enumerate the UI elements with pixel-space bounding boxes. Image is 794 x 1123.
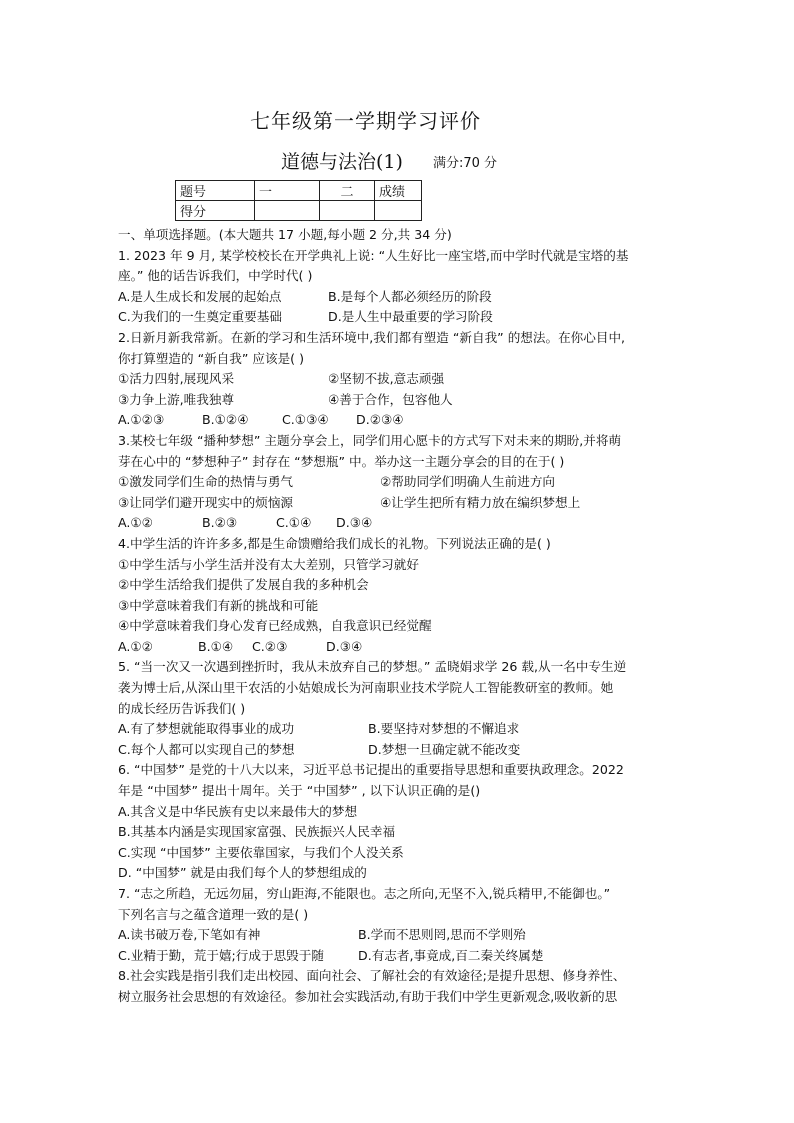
answer-option-b: B.是每个人都必须经历的阶段	[328, 288, 492, 304]
score-cell: 成绩	[375, 181, 422, 201]
answer-row	[118, 740, 684, 761]
answer-option-d: D.②③④	[356, 412, 404, 428]
answer-option-a: A.①②	[118, 515, 153, 531]
question-stem: 你打算塑造的 “新自我” 应该是( )	[118, 350, 305, 366]
statement-row	[118, 472, 684, 493]
answer-option-c: C.①③④	[282, 412, 329, 428]
answer-row	[118, 637, 684, 658]
answer-option-b: B.②③	[202, 515, 238, 531]
answer-option-c: C.每个人都可以实现自己的梦想	[118, 741, 295, 757]
score-table-header-row	[176, 181, 422, 201]
question-stem: 下列名言与之蕴含道理一致的是( )	[118, 906, 309, 922]
score-input-cell[interactable]	[320, 201, 375, 221]
question-stem: 8.社会实践是指引我们走出校园、面向社会、了解社会的有效途径;是提升思想、修身养性、	[118, 968, 626, 984]
question-stem: 3.某校七年级 “播种梦想” 主题分享会上，同学们用心愿卡的方式写下对未来的期盼,并将萌	[118, 432, 622, 448]
question-stem: 6. “中国梦” 是党的十八大以来，习近平总书记提出的重要指导思想和重要执政理念。2022	[118, 762, 624, 778]
question-stem: 7. “志之所趋，无远勿届，穷山距海,不能限也。志之所向,无坚不入,锐兵精甲,不能御也。”	[118, 886, 611, 901]
answer-option-b: B.①②④	[202, 412, 249, 428]
answer-option-d: D.梦想一旦确定就不能改变	[368, 741, 521, 757]
statement-4: ④中学意味着我们身心发育已经成熟，自我意识已经觉醒	[118, 618, 432, 634]
statement-3: ③让同学们避开现实中的烦恼源	[118, 494, 294, 510]
answer-option-a: A.①②	[118, 638, 153, 654]
answer-option-c: C.业精于勤，荒于嬉;行成于思毁于随	[118, 947, 324, 963]
statement-2: ②帮助同学们明确人生前进方向	[380, 474, 556, 490]
section-heading: 一、单项选择题。(本大题共 17 小题,每小题 2 分,共 34 分)	[118, 227, 452, 242]
question-stem: 座。” 他的话告诉我们，中学时代( )	[118, 268, 313, 284]
score-table-score-row	[176, 201, 422, 221]
score-cell: 得分	[176, 201, 255, 221]
questions-body	[118, 225, 684, 1008]
statement-1: ①中学生活与小学生活并没有太大差别，只管学习就好	[118, 556, 419, 572]
question-stem: 2.日新月新我常新。在新的学习和生活环境中,我们都有塑造 “新自我” 的想法。在你心目中,	[118, 329, 626, 345]
full-score-note: 满分:70 分	[433, 156, 498, 171]
answer-option-c: C.①④	[276, 515, 312, 531]
question-stem: 的成长经历告诉我们( )	[118, 700, 246, 716]
answer-option-c: C.实现 “中国梦” 主要依靠国家，与我们个人没关系	[118, 844, 404, 860]
answer-option-d: D.是人生中最重要的学习阶段	[328, 309, 493, 325]
answer-row	[118, 410, 684, 431]
statement-row	[118, 369, 684, 390]
question-stem: 1. 2023 年 9 月, 某学校校长在开学典礼上说: “人生好比一座宝塔,而中学时代就是宝塔的基	[118, 247, 629, 263]
score-cell: 二	[320, 181, 375, 201]
score-table	[175, 180, 422, 221]
statement-1: ①激发同学们生命的热情与勇气	[118, 474, 294, 490]
answer-option-b: B.学而不思则罔,思而不学则殆	[358, 927, 526, 943]
statement-3: ③中学意味着我们有新的挑战和可能	[118, 597, 319, 613]
answer-row	[118, 719, 684, 740]
answer-option-c: C.②③	[252, 638, 288, 654]
statement-2: ②中学生活给我们提供了发展自我的多种机会	[118, 577, 369, 593]
answer-option-c: C.为我们的一生奠定重要基础	[118, 309, 282, 325]
answer-option-d: D.③④	[336, 515, 373, 531]
answer-option-b: B.其基本内涵是实现国家富强、民族振兴人民幸福	[118, 824, 396, 840]
answer-option-a: A.其含义是中华民族有史以来最伟大的梦想	[118, 803, 358, 819]
statement-1: ①活力四射,展现风采	[118, 371, 235, 387]
question-stem: 芽在心中的 “梦想种子” 封存在 “梦想瓶” 中。举办这一主题分享会的目的在于( )	[118, 453, 565, 469]
answer-option-b: B.①④	[198, 638, 234, 654]
score-cell: 题号	[176, 181, 255, 201]
answer-option-a: A.读书破万卷,下笔如有神	[118, 927, 261, 943]
answer-row	[118, 925, 684, 946]
score-input-cell[interactable]	[375, 201, 422, 221]
question-stem: 年是 “中国梦” 提出十周年。关于 “中国梦” , 以下认识正确的是()	[118, 783, 481, 799]
question-stem: 袭为博士后,从深山里干农活的小姑娘成长为河南职业技术学院人工智能教研室的教师。她	[118, 680, 614, 696]
answer-option-a: A.①②③	[118, 412, 165, 428]
statement-4: ④善于合作，包容他人	[328, 391, 453, 407]
question-stem: 5. “当一次又一次遇到挫折时，我从未放弃自己的梦想。” 孟晓娟求学 26 载,从一名中专生逆	[118, 659, 627, 675]
statement-2: ②坚韧不拔,意志顽强	[328, 371, 445, 387]
answer-option-d: D.有志者,事竟成,百二秦关终属楚	[358, 947, 544, 963]
answer-option-a: A.有了梦想就能取得事业的成功	[118, 721, 295, 737]
answer-row	[118, 513, 684, 534]
answer-row	[118, 307, 684, 328]
question-stem: 树立服务社会思想的有效途径。参加社会实践活动,有助于我们中学生更新观念,吸收新的思	[118, 988, 618, 1004]
answer-option-d: D. “中国梦” 就是由我们每个人的梦想组成的	[118, 865, 367, 881]
subject-title: 道德与法治(1)	[281, 151, 403, 173]
question-stem: 4.中学生活的许许多多,都是生命馈赠给我们成长的礼物。下列说法正确的是( )	[118, 535, 551, 551]
answer-row	[118, 946, 684, 967]
score-cell: 一	[255, 181, 320, 201]
statement-row	[118, 390, 684, 411]
answer-option-d: D.③④	[326, 638, 363, 654]
statement-4: ④让学生把所有精力放在编织梦想上	[380, 494, 581, 510]
answer-row	[118, 287, 684, 308]
score-input-cell[interactable]	[255, 201, 320, 221]
answer-option-a: A.是人生成长和发展的起始点	[118, 288, 282, 304]
statement-3: ③力争上游,唯我独尊	[118, 391, 235, 407]
answer-option-b: B.要坚持对梦想的不懈追求	[368, 721, 520, 737]
page-title: 七年级第一学期学习评价	[250, 109, 481, 133]
statement-row	[118, 493, 684, 514]
